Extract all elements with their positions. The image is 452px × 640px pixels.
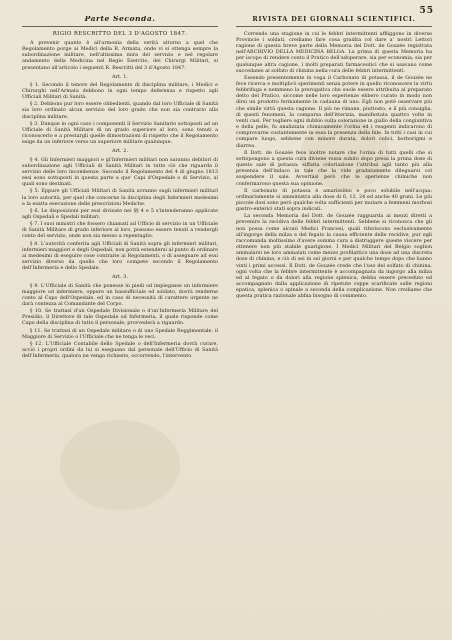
review-heading: RIVISTA DEI GIORNALI SCIENTIFICI. bbox=[252, 16, 416, 23]
review-paragraph: La seconda Memoria del Dott. de Gouzée ragguarda ai mezzi diretti a prevenire la recidiva delle febbri intermittenti. Sebbene si riconosca che gli non possa come alcuni Medici Francesi, quali riferiscono esclusivamente all'ingorgo della milza e del fegato la causa efficiente delle recidive, pur egli raccomanda moltissimo d'avere somma cura a distruggere queste viscere per ottenere non più stabile guarigione. I Medici Militari del Belgio soglion ammalarsi ne loro ammalati come mezzo profilattico una dose ad una discreta dose di chinina, e ciò di sei in sei giorni e per qualche tempo dopo che hanno vinti i primi accessi. Il Dott. de Gouzée crede che l'uso del solfato di chinina, ogni volta che la febbre intermittente è accompagnata da ingorgo alla milza ed al fegato o da dolori alla regione splenica, debba essere preceduto ed accompagnato dalla applicazione di ripetute coppe scarificate sulle regioni epatica, splenica o spinale a seconda della complicazione. Non crediamo che questa pratica razionale abbia bisogno di commento. bbox=[236, 213, 432, 300]
right-column bbox=[236, 16, 432, 628]
article-paragraph: § 4. Gli Infermieri maggiori e gl'Infermieri militari non saranno debitori di subordinazione agli Ufficiali di Sanità Militari in tutto ciò che riguarda il servizio delle loro incombenze. Secondo il Regolamento del 4 di giugno 1813 essi sono sottoposti in questa parte a que' Capi d'Ospedale o di Servizio, ai quali sono destinati. bbox=[22, 156, 218, 188]
review-paragraph: Essendo presentemente in voga il Carbonato di potassa, il de Gouzée ne fece ricerca e moltiplicò sperimenti senza potere in quello riconoscere la virtù febbrifuga e nemmeno la prerogativa che suole essere attribuita al preparato detto del Pratico, siccome nelle loro esperienze ebbero curato in modo non dirsi un prodotto fermamente in cadauna di uno. Egli non potè osservare più che simile virtù questa cagione. Il più ne rimane, piuttosto, e il più consiglia, di questi fenomeni, la comparsa dell'itterizia, manifestata quattro volte in venti casi. Per togliere ogni dubbio sulla colorazione in giallo della congiuntiva e della pelle, fu analizzata chimicamente l'orina ed i reagenti indicarono di comprovarne costantemente in essa la presenza della bile. In tutti i casi in cui compare luogo, sebbene con minore durata, dolori colici, borborigmi e diarrea. bbox=[236, 74, 432, 149]
article-paragraph: § 8. L'autorità conferita agli Ufficiali di Sanità sopra gli infermieri militari, infermieri maggiori e degli Ospedali, non potrà estendersi al punto di ordinare ai medesimi di eseguire cose contrarie ai Regolamenti, o di assegnare ad essi servizio diverso da quello che loro compete secondo il Regolamento dell'Infermeria e dello Spedale. bbox=[22, 240, 218, 272]
article-paragraph: § 11. Se trattasi di un Ospedale militare o di uno Spedale Reggimentale, il Maggiore di Servizio o l'Ufficiale che ne tenga le veci. bbox=[22, 327, 218, 340]
divider bbox=[236, 26, 432, 27]
rescript-title: RIGIO RESCRITTO DEL 3 D'AGOSTO 1847. bbox=[52, 30, 188, 37]
divider bbox=[22, 26, 218, 27]
article-paragraph: § 10. Se trattasi d'un Ospedale Divisionale o d'un'Infermeria Militare del Presidio, il Direttore di tale Ospedale od Infermeria, il quale risponde come Capo della disciplina di tutto il personale, provvederà a riguardo. bbox=[22, 308, 218, 327]
review-paragraph: Correndo una stagione in cui le febbri intermittenti affliggono in diverse Provincie i soldati, crediamo fare cosa gradita col dare a' nostri Lettori ragione di questa breve parte della Memoria del Dott. de Gouzée registrata nell'ARCHIVIO DELLA MEDICINA BELGA. La prima di questa Memoria ha per iscopo di rendere conto il Pratico dell'adoperare, sia per economia, sia per qualunque altra cagione, i molti preparati farmaceutici che si usavano come succedanei al solfato di chinina nella cura delle febbri intermittenti. bbox=[236, 30, 432, 74]
article-paragraph: § 12. L'Ufficiale Contabile dello Spedale o dell'Infermeria dovrà curare, acciò i propri ordini da lui si eseguano dal personale dell'Ufficio di Sanità dell'Infermeria, qualora ne venga richiesto, occorrendo, l'intervento. bbox=[22, 340, 218, 360]
article-label: Art. 2. bbox=[112, 148, 128, 155]
article-paragraph: § 2. Debbono pur loro essere obbedienti, quando dal loro Ufficiale di Sanità sia loro ordinato alcun servizio del loro grado che non sia contrario alla disciplina militare. bbox=[22, 101, 218, 120]
article-paragraph: § 1. Secondo il tenore del Regolamento di disciplina militare, i Medici e Chirurghi nell'Armata debbono in ogni tempo deferenza e rispetto agli Ufficiali Militari di Sanità. bbox=[22, 81, 218, 101]
section-heading: Parte Seconda. bbox=[84, 16, 156, 23]
page-number: 55 bbox=[419, 6, 434, 16]
article-paragraph: § 6. Le disposizioni per essi divisate nei §§ 4 e 5 s'intenderanno applicate agli Ospedali e Spedali militari. bbox=[22, 207, 218, 220]
review-paragraph: Il carbonato di potassa è amarissimo e poco solubile nell'acqua: ordinariamente si amministra alla dose di 6, 12, 24 ed anche 40 grani. Le più piccole dosi sono però qualche volta sufficienti per mutare a femmeni morbosi gastro-enterici stati sopra indicati. bbox=[236, 187, 432, 213]
article-paragraph: § 7. I suoi ministri che fossero chiamati ad Ufficio di servizio in un Ufficiale di Sanità Militare di grado inferiore al loro, possono essere tenuti a rendergli conto del servizio, onde non sia messo a repentaglio. bbox=[22, 221, 218, 240]
intro-paragraph: A prevenir quanto è all'armonia della verità attorno a quel che Regolamento porge ai Medici della R. Armata, onde vi si ottenga sempre la subordinazione militare, nell'altissima mira del servizio e nel regolare andamento della Medicina nel Regio Esercito, dei Chirurgi Militari, si presentano all'articolo i seguenti R. Rescritti del 3 d'Agosto 1847. bbox=[22, 39, 218, 71]
left-column bbox=[22, 16, 218, 628]
review-paragraph: Il Dott. de Gouzée fece inoltre notare che l'orina di tutti quelli che si sottopongono a questa cura diviene rossa subito dopo presa la prima dose di questo sale di potassa: siffatta coloriazione l'attribui agli tanto più alla presenza dell'indaco in tale che la vide gradatamente dileguarsi col sospendere il sale. Avvertasi però che le sperienze chimiche non confermarono questa sua opinione. bbox=[236, 149, 432, 187]
article-paragraph: § 9. L'Ufficiale di Sanità che ponesse in piedi od impiegasse un infermiere maggiore od infermiere, oppure un bassufficiale od soldato, dovrà renderne conto al Capo dell'Ospedale, ed in caso di necessità di carattere urgente ne darà contezza al Comandante del Corpo. bbox=[22, 282, 218, 307]
article-label: Art. 3. bbox=[112, 274, 128, 281]
article-paragraph: § 5. Eppure gli Ufficiali Militari di Sanità avranno sugli infermieri militari la loro autorità, per quel che concerne la disciplina degli Infermieri medesimi e la esatta esecuzione delle prescrizioni Mediche. bbox=[22, 188, 218, 207]
article-paragraph: § 3. Dunque in ogni caso i componenti il Servizio Sanitario sottoposti ad un Ufficiale di Sanità Militare di un grado superiore al loro, sono tenuti a riconoscerlo e a prestargli quelle dimostrazioni di rispetto che il Regolamento esige da un inferiore verso un superiore militare qualunque. bbox=[22, 120, 218, 146]
article-label: Art. 1. bbox=[112, 73, 128, 80]
